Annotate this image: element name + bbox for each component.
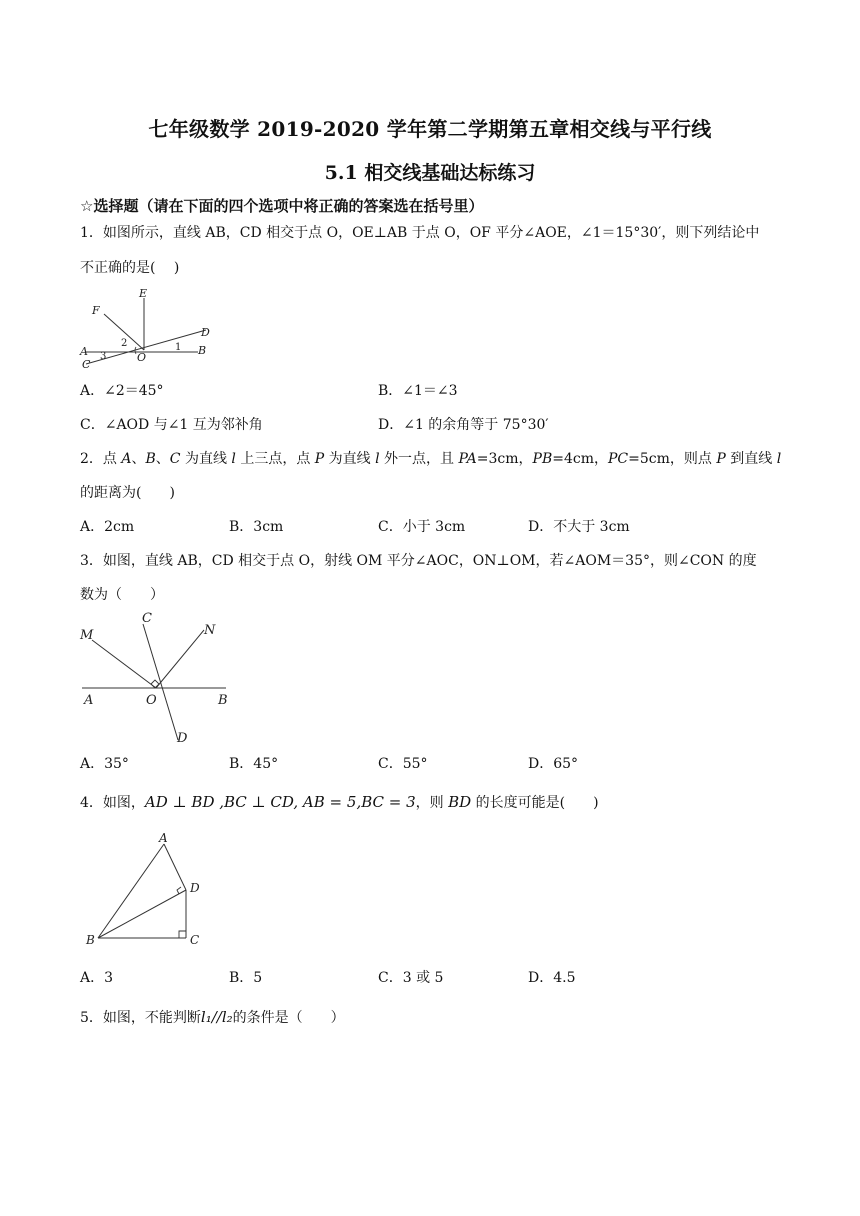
q5-text: 5．如图，不能判断 xyxy=(80,1010,201,1026)
q2-pc: PC xyxy=(608,451,629,467)
q2-point-b: B xyxy=(145,451,156,467)
q2-pa: PA xyxy=(458,451,477,467)
q2-line-l: l xyxy=(375,451,380,467)
q4-formula: AD ⊥ BD ,BC ⊥ CD, AB = 5,BC = 3 xyxy=(144,793,416,811)
q2-text: 上三点，点 xyxy=(235,451,315,467)
q1-label-b: B xyxy=(198,344,207,357)
section-heading: ☆选择题（请在下面的四个选项中将正确的答案选在括号里） xyxy=(80,197,484,215)
q2-option-d: D．不大于 3cm xyxy=(528,519,630,535)
q1-label-d: D xyxy=(201,326,210,339)
q2-text: 外一点，且 xyxy=(379,451,459,467)
q3-option-c: C．55° xyxy=(378,756,428,772)
q4-option-a: A．3 xyxy=(80,970,114,986)
q2-text: 2．点 xyxy=(80,451,122,467)
document-subtitle: 5.1 相交线基础达标练习 xyxy=(324,162,536,184)
q4-figure xyxy=(84,830,214,952)
q2-point-p: P xyxy=(716,451,726,467)
q1-option-c: C．∠AOD 与∠1 互为邻补角 xyxy=(80,417,263,433)
q5-parallel-lines: l₁//l₂ xyxy=(200,1008,233,1026)
q3-stem-line1: 3．如图，直线 AB，CD 相交于点 O，射线 OM 平分∠AOC，ON⊥OM，若∠AOM＝35°，则∠CON 的度 xyxy=(80,553,757,569)
q3-label-n: N xyxy=(204,623,216,638)
q3-option-d: D．65° xyxy=(528,756,579,772)
q4-option-c: C．3 或 5 xyxy=(378,970,444,986)
document-title: 七年级数学 2019-2020 学年第二学期第五章相交线与平行线 xyxy=(148,117,712,141)
q4-bd: BD xyxy=(448,793,472,811)
q2-point-p: P xyxy=(314,451,325,467)
q1-label-1: 1 xyxy=(175,342,182,353)
q2-point-c: C xyxy=(169,451,181,467)
q1-stem-line2: 不正确的是( ) xyxy=(80,260,180,276)
q2-pb: PB xyxy=(532,451,553,467)
q5-text: 的条件是（ ） xyxy=(232,1010,345,1026)
q2-line-l: l xyxy=(231,451,236,467)
q1-option-d: D．∠1 的余角等于 75°30′ xyxy=(378,417,549,433)
q1-label-c: C xyxy=(82,358,91,371)
q2-line-l: l xyxy=(776,451,782,467)
q2-text: 、 xyxy=(131,451,146,467)
q4-option-b: B．5 xyxy=(229,970,263,986)
q2-text: =5cm，则点 xyxy=(628,451,717,467)
q3-label-b: B xyxy=(218,693,228,708)
q2-text: =4cm， xyxy=(552,451,609,467)
q5-stem-line1 xyxy=(80,1007,345,1028)
q4-option-d: D．4.5 xyxy=(528,970,576,986)
q4-stem-line1 xyxy=(80,792,599,813)
q2-option-a: A．2cm xyxy=(80,519,135,535)
q2-text: 为直线 xyxy=(180,451,232,467)
q3-option-b: B．45° xyxy=(229,756,279,772)
q1-option-a: A．∠2＝45° xyxy=(80,383,164,399)
q1-label-a: A xyxy=(80,345,88,358)
q4-text: ，则 xyxy=(415,795,449,811)
q3-option-a: A．35° xyxy=(80,756,129,772)
q2-point-a: A xyxy=(121,451,132,467)
q4-label-a: A xyxy=(159,831,168,845)
q1-label-3: 3 xyxy=(100,351,107,362)
q2-option-b: B．3cm xyxy=(229,519,284,535)
q4-label-d: D xyxy=(190,881,200,895)
q1-label-e: E xyxy=(139,287,148,300)
q3-label-a: A xyxy=(84,693,94,708)
q1-label-2: 2 xyxy=(121,338,128,349)
q3-figure xyxy=(78,606,238,748)
q4-text: 的长度可能是( ) xyxy=(471,795,599,811)
q2-stem-line2: 的距离为( ) xyxy=(80,485,175,501)
q2-option-c: C．小于 3cm xyxy=(378,519,466,535)
q2-text: 到直线 xyxy=(725,451,777,467)
q1-label-f: F xyxy=(92,304,100,317)
q3-label-c: C xyxy=(142,611,152,626)
q1-figure xyxy=(78,284,218,374)
q2-text: =3cm， xyxy=(476,451,533,467)
q3-label-d: D xyxy=(177,731,188,746)
q1-label-o: O xyxy=(137,351,147,364)
q4-label-b: B xyxy=(86,933,95,947)
q3-label-o: O xyxy=(146,693,157,708)
q4-text: 4．如图， xyxy=(80,795,145,811)
q1-stem-line1: 1．如图所示，直线 AB，CD 相交于点 O，OE⊥AB 于点 O，OF 平分∠AOE，∠1＝15°30′，则下列结论中 xyxy=(80,225,760,241)
q4-label-c: C xyxy=(190,933,200,947)
q1-option-b: B．∠1＝∠3 xyxy=(378,383,458,399)
q3-label-m: M xyxy=(80,628,94,643)
q2-text: 为直线 xyxy=(324,451,376,467)
q2-text: 、 xyxy=(155,451,170,467)
q3-stem-line2: 数为（ ） xyxy=(80,587,164,603)
q2-stem-line1 xyxy=(80,449,781,469)
